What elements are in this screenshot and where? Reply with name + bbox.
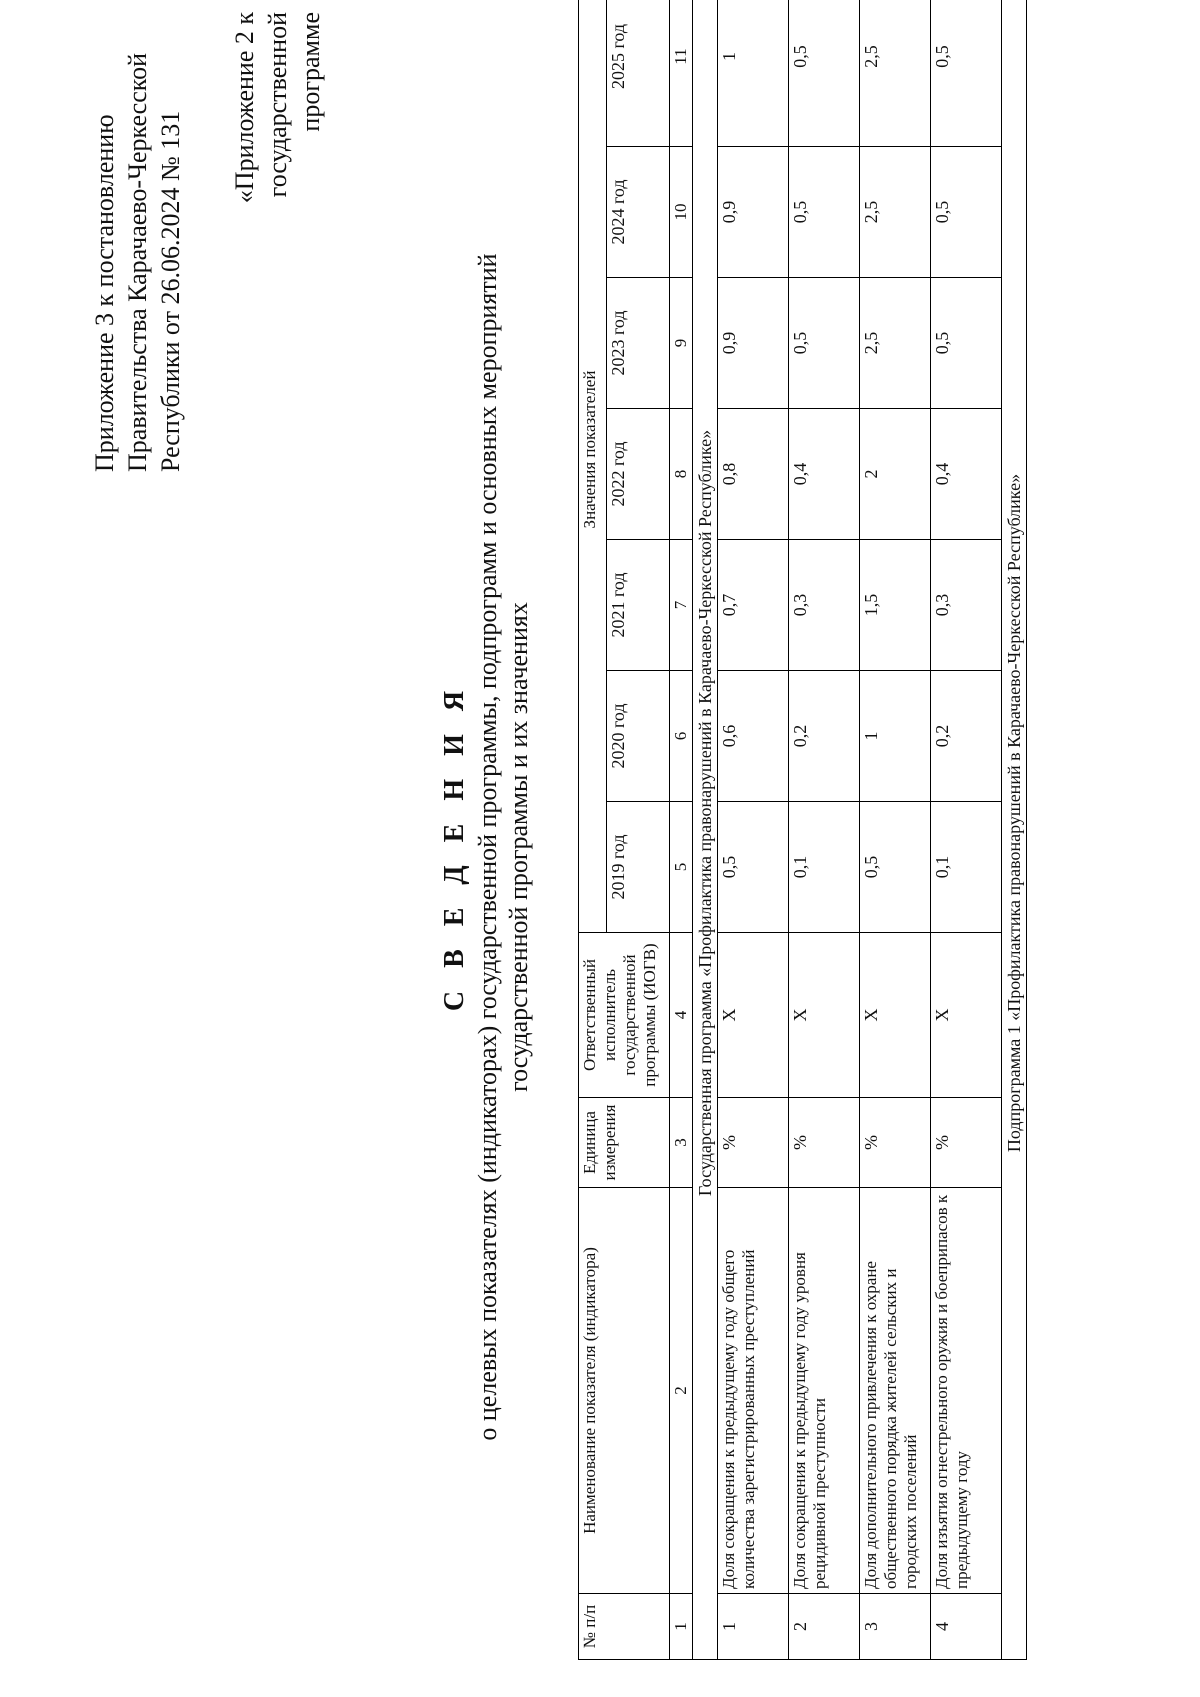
header-values: Значения показателей xyxy=(579,0,607,933)
column-number: 7 xyxy=(670,540,693,671)
indicator-name: Доля дополнительного привлечения к охране общественного порядка жителей сельских и городских поселений xyxy=(860,1188,931,1594)
indicator-responsible: X xyxy=(789,933,860,1098)
indicator-responsible: X xyxy=(931,933,1002,1098)
indicator-value: 0,5 xyxy=(789,0,860,147)
appendix-line-2: государственной программе xyxy=(263,12,325,198)
header-row xyxy=(579,0,607,1660)
indicator-name: Доля изъятия огнестрельного оружия и боеприпасов к предыдущему году xyxy=(931,1188,1002,1594)
column-number: 4 xyxy=(670,933,693,1098)
indicator-value: 2 xyxy=(860,409,931,540)
indicator-unit: % xyxy=(931,1098,1002,1188)
year-cell: 2024 год xyxy=(607,147,670,278)
header-name: Наименование показателя (индикатора) xyxy=(579,1188,670,1594)
indicator-value: 2,5 xyxy=(860,147,931,278)
year-cell: 2025 год xyxy=(607,0,670,147)
column-number: 2 xyxy=(670,1188,693,1594)
year-cell: 2023 год xyxy=(607,278,670,409)
approval-line-1: Приложение 3 к постановлению xyxy=(90,114,119,472)
year-cell: 2021 год xyxy=(607,540,670,671)
row-number: 2 xyxy=(789,1594,860,1660)
header-responsible: Ответственный исполнитель государственной программы (ИОГВ) xyxy=(579,933,670,1098)
indicators-table xyxy=(578,0,1027,1660)
document-title: С В Е Д Е Н И Я xyxy=(439,682,470,1012)
indicator-value: 2,5 xyxy=(860,278,931,409)
program-section-row xyxy=(693,0,718,1660)
indicator-unit: % xyxy=(789,1098,860,1188)
indicator-value: 0,5 xyxy=(718,802,789,933)
year-cell: 2020 год xyxy=(607,671,670,802)
indicator-value: 0,2 xyxy=(789,671,860,802)
indicator-value: 0,9 xyxy=(718,278,789,409)
indicator-value: 0,8 xyxy=(718,409,789,540)
approval-line-3: Республики от 26.06.2024 № 131 xyxy=(156,110,185,472)
approval-note xyxy=(88,32,187,472)
column-number: 1 xyxy=(670,1594,693,1660)
subprogram-title: Подпрограмма 1 «Профилактика правонарушений в Карачаево-Черкесской Республике» xyxy=(1002,0,1027,1660)
approval-line-2: Правительства Карачаево-Черкесской xyxy=(123,53,152,472)
column-number: 6 xyxy=(670,671,693,802)
header-no: № п/п xyxy=(579,1594,670,1660)
row-number: 4 xyxy=(931,1594,1002,1660)
column-number: 11 xyxy=(670,0,693,147)
table-row xyxy=(860,0,931,1660)
indicator-value: 0,5 xyxy=(931,278,1002,409)
indicator-value: 0,5 xyxy=(789,278,860,409)
indicator-value: 0,1 xyxy=(931,802,1002,933)
column-number: 8 xyxy=(670,409,693,540)
indicator-value: 2,5 xyxy=(860,0,931,147)
document-subtitle-line-1: о целевых показателях (индикаторах) государственной программы, подпрограмм и основных мероприятий xyxy=(473,253,502,1441)
appendix-note xyxy=(228,12,327,252)
row-number: 1 xyxy=(718,1594,789,1660)
table-row xyxy=(931,0,1002,1660)
indicator-value: 0,6 xyxy=(718,671,789,802)
indicator-responsible: X xyxy=(860,933,931,1098)
indicator-responsible: X xyxy=(718,933,789,1098)
indicator-value: 0,3 xyxy=(789,540,860,671)
indicator-value: 0,3 xyxy=(931,540,1002,671)
appendix-line-1: «Приложение 2 к xyxy=(230,12,259,204)
indicator-value: 0,5 xyxy=(860,802,931,933)
column-number: 5 xyxy=(670,802,693,933)
indicator-value: 0,1 xyxy=(789,802,860,933)
indicator-value: 0,5 xyxy=(931,147,1002,278)
document-heading xyxy=(438,247,534,1447)
document-subtitle-line-2: государственной программы и их значениях xyxy=(504,602,533,1092)
indicator-name: Доля сокращения к предыдущему году уровня рецидивной преступности xyxy=(789,1188,860,1594)
table-row xyxy=(718,0,789,1660)
indicator-value: 1,5 xyxy=(860,540,931,671)
row-number: 3 xyxy=(860,1594,931,1660)
indicator-value: 0,4 xyxy=(789,409,860,540)
indicator-name: Доля сокращения к предыдущему году общего количества зарегистрированных преступлений xyxy=(718,1188,789,1594)
indicator-value: 1 xyxy=(718,0,789,147)
year-cell: 2022 год xyxy=(607,409,670,540)
table-row xyxy=(789,0,860,1660)
program-title: Государственная программа «Профилактика правонарушений в Карачаево-Черкесской Республике» xyxy=(693,0,718,1660)
column-numbers-row xyxy=(670,0,693,1660)
year-cell: 2019 год xyxy=(607,802,670,933)
indicator-value: 0,9 xyxy=(718,147,789,278)
column-number: 3 xyxy=(670,1098,693,1188)
column-number: 10 xyxy=(670,147,693,278)
indicator-unit: % xyxy=(718,1098,789,1188)
indicator-value: 0,5 xyxy=(931,0,1002,147)
indicator-value: 0,2 xyxy=(931,671,1002,802)
indicator-value: 0,5 xyxy=(789,147,860,278)
indicator-value: 0,4 xyxy=(931,409,1002,540)
indicator-value: 0,7 xyxy=(718,540,789,671)
indicator-value: 1 xyxy=(860,671,931,802)
indicator-unit: % xyxy=(860,1098,931,1188)
header-unit: Единица измерения xyxy=(579,1098,670,1188)
subprogram-section-row xyxy=(1002,0,1027,1660)
column-number: 9 xyxy=(670,278,693,409)
